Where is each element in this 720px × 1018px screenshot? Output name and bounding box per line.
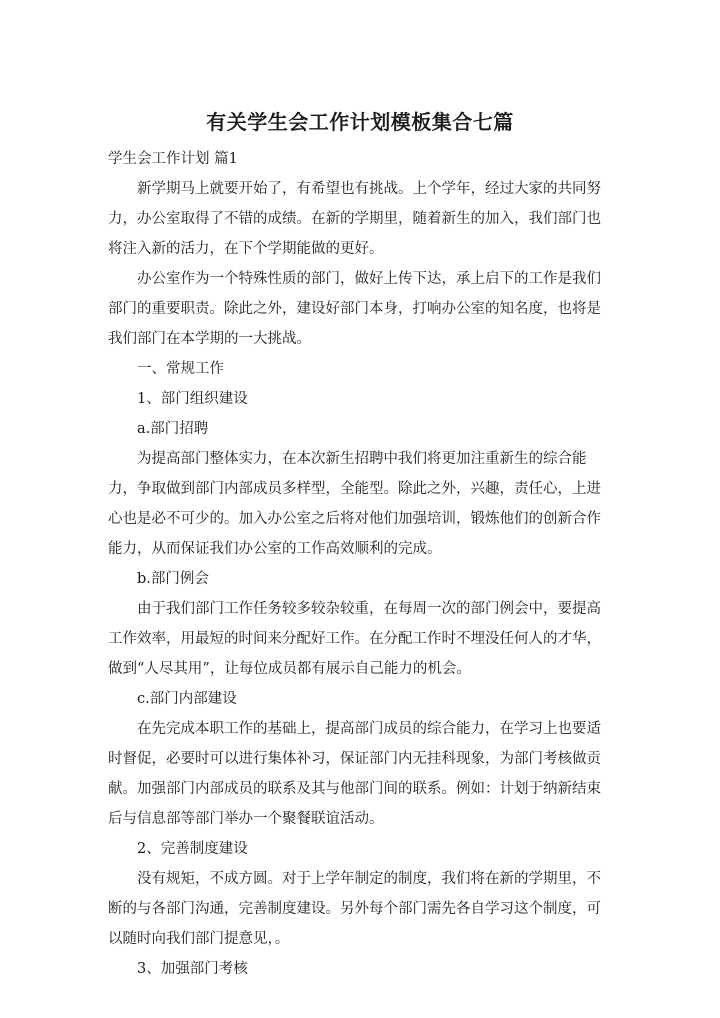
- section-heading: 1、部门组织建设: [137, 391, 248, 407]
- paragraph: 由于我们部门工作任务较多较杂较重，在每周一次的部门例会中，要提高工作效率，用最短的时间来分配好工作。在分配工作时不埋没任何人的才华，做到“人尽其用”，让每位成员都有展示自己能力的机会。: [108, 601, 601, 677]
- paragraph: 办公室作为一个特殊性质的部门，做好上传下达，承上启下的工作是我们部门的重要职责。除此之外，建设好部门本身，打响办公室的知名度，也将是我们部门在本学期的一大挑战。: [108, 271, 601, 347]
- document-body: [108, 144, 614, 984]
- section-heading: 2、完善制度建设: [137, 841, 248, 857]
- section-heading: b.部门例会: [137, 571, 209, 587]
- section-subtitle: 学生会工作计划 篇1: [108, 151, 238, 167]
- paragraph: 没有规矩，不成方圆。对于上学年制定的制度，我们将在新的学期里，不断的与各部门沟通，完善制度建设。另外每个部门需先各自学习这个制度，可以随时向我们部门提意见，。: [108, 871, 601, 947]
- paragraph: 为提高部门整体实力，在本次新生招聘中我们将更加注重新生的综合能力，争取做到部门内部成员多样型，全能型。除此之外，兴趣，责任心，上进心也是必不可少的。加入办公室之后将对他们加强培训，锻炼他们的创新合作能力，从而保证我们办公室的工作高效顺利的完成。: [108, 451, 601, 557]
- section-heading: 一、常规工作: [137, 361, 224, 377]
- section-heading: a.部门招聘: [137, 421, 209, 437]
- paragraph: 新学期马上就要开始了，有希望也有挑战。上个学年，经过大家的共同努力，办公室取得了不错的成绩。在新的学期里，随着新生的加入，我们部门也将注入新的活力，在下个学期能做的更好。: [108, 181, 601, 257]
- section-heading: c.部门内部建设: [137, 691, 237, 707]
- document-title: 有关学生会工作计划模板集合七篇: [206, 110, 514, 134]
- section-heading: 3、加强部门考核: [137, 961, 248, 977]
- paragraph: 在先完成本职工作的基础上，提高部门成员的综合能力，在学习上也要适时督促，必要时可以进行集体补习，保证部门内无挂科现象，为部门考核做贡献。加强部门内部成员的联系及其与他部门间的联系。例如：计划于纳新结束后与信息部等部门举办一个聚餐联谊活动。: [108, 721, 601, 827]
